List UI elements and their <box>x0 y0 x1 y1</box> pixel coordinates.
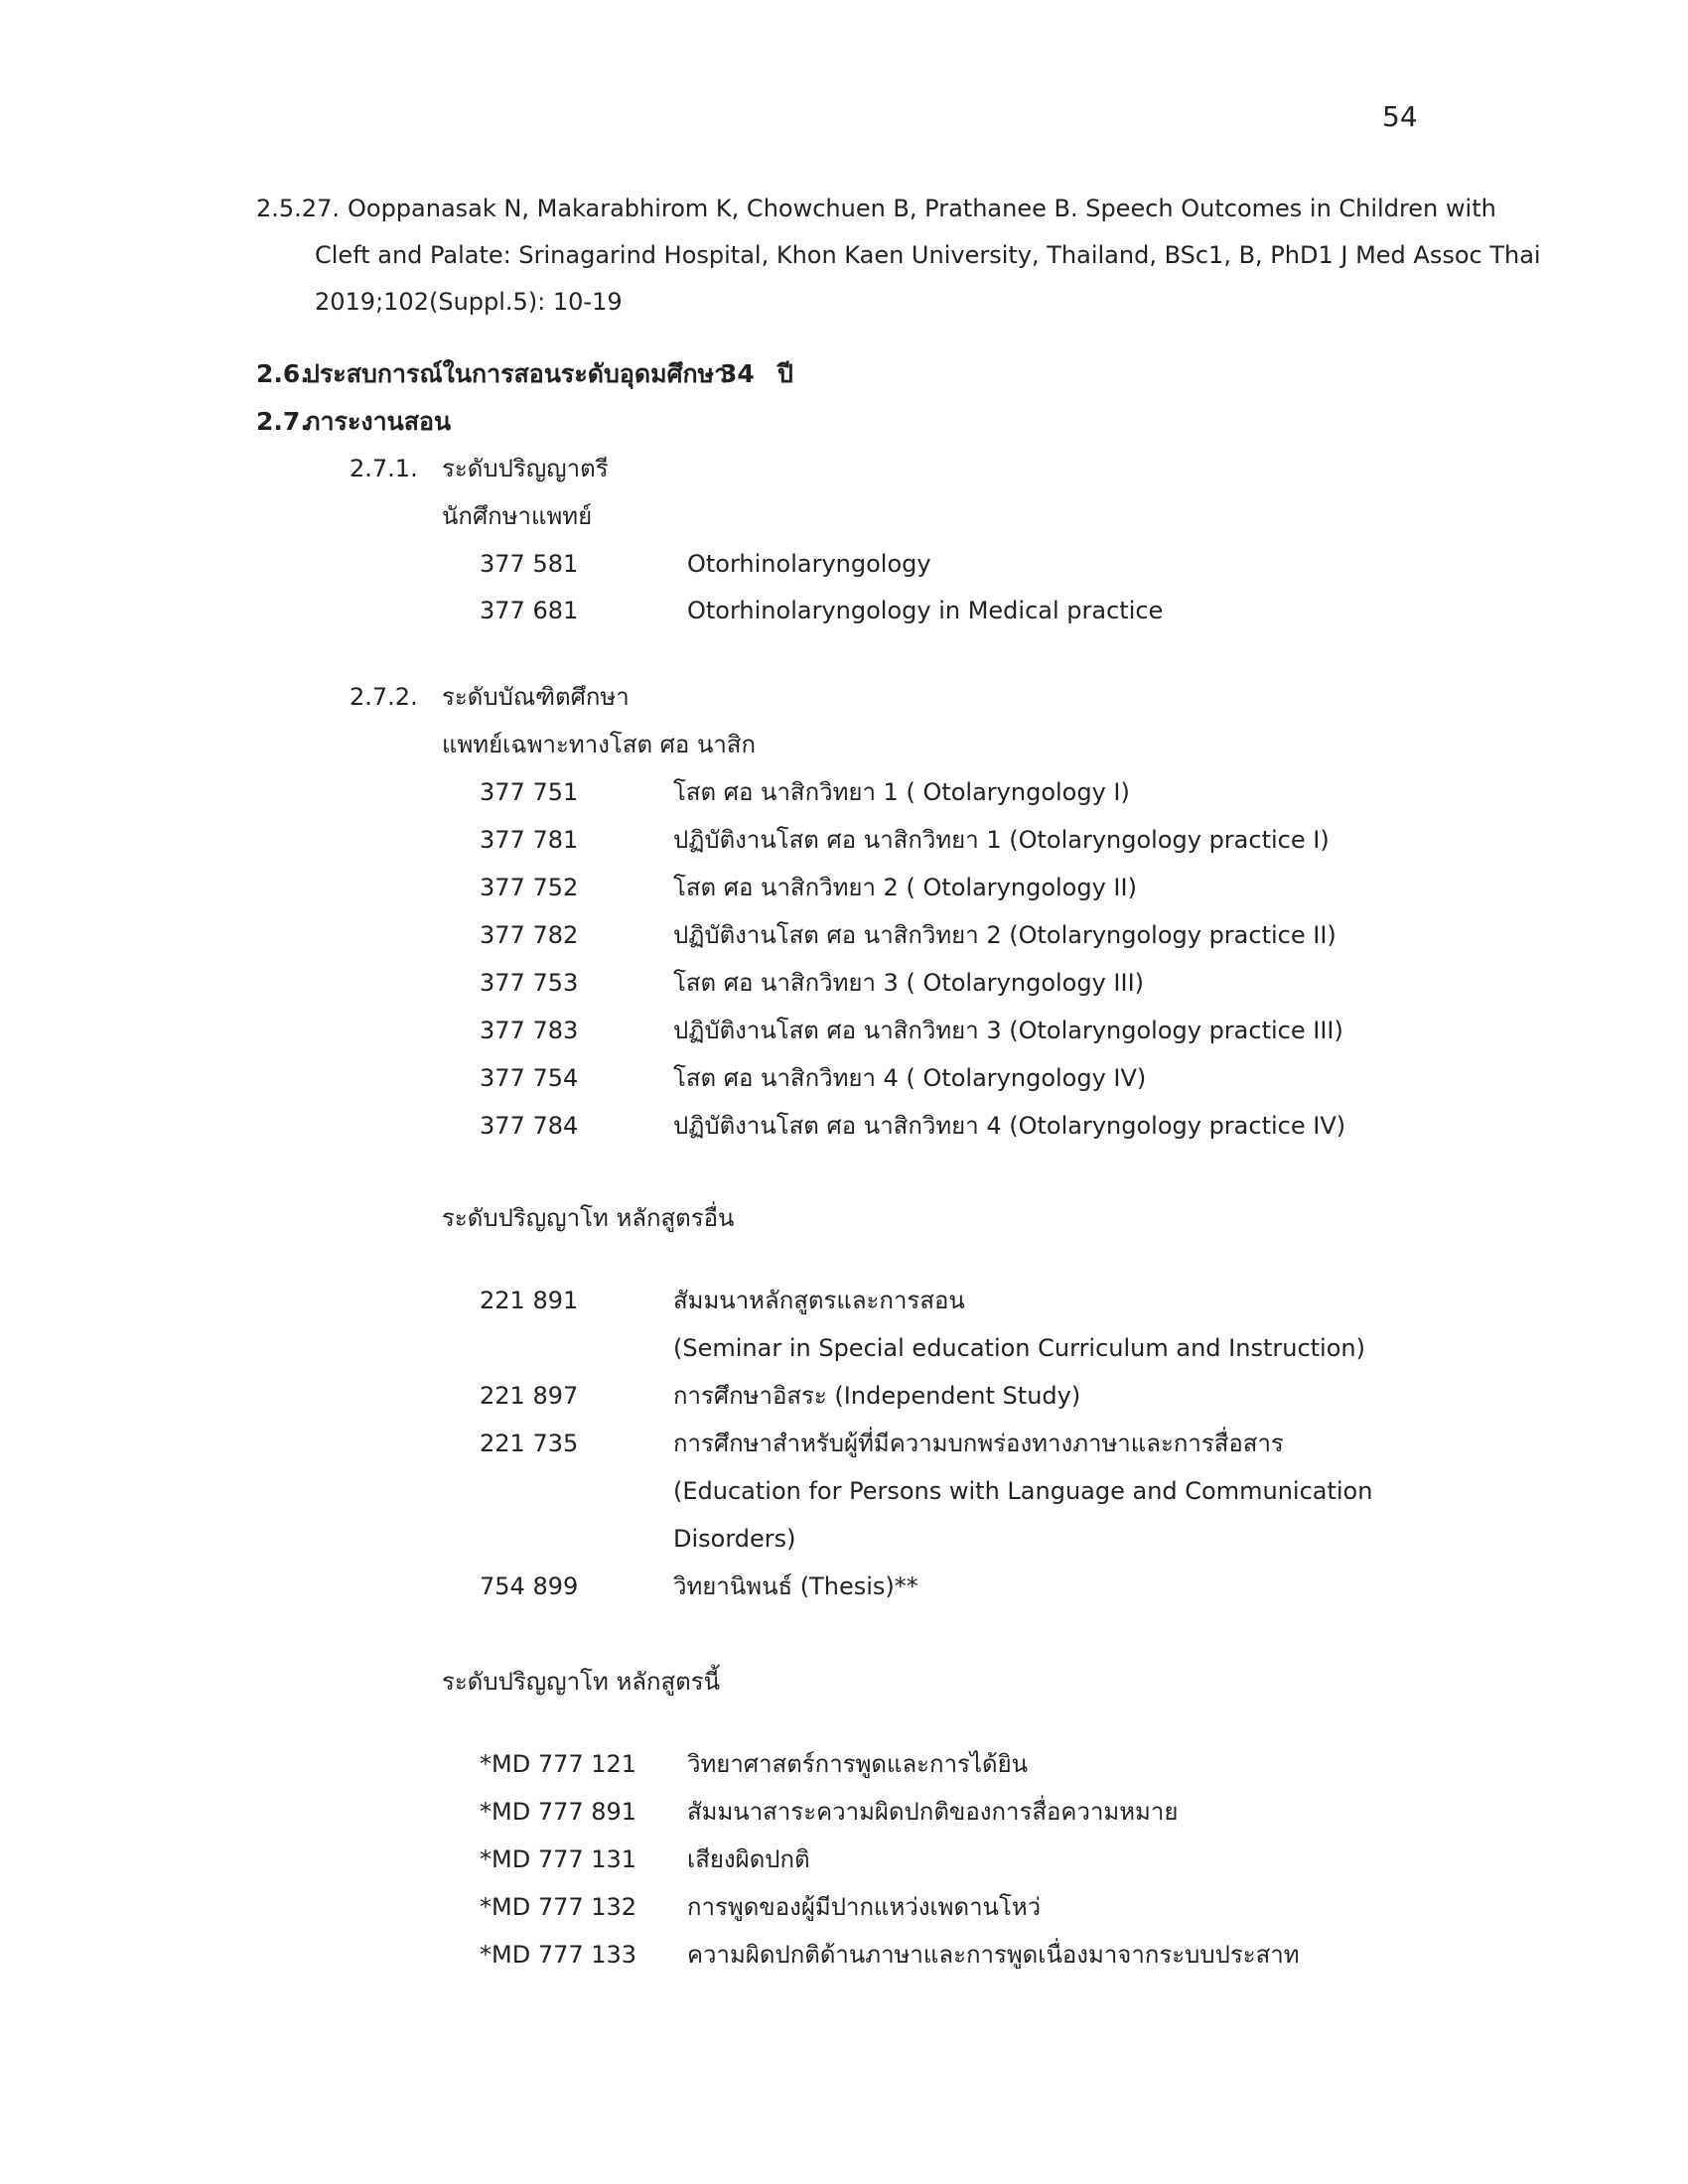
course-title: Otorhinolaryngology <box>687 550 931 578</box>
course-code: 754 899 <box>480 1572 579 1600</box>
course-title: Disorders) <box>673 1525 796 1553</box>
section-2-6-text: ประสบการณ์ในการสอนระดับอุดมศึกษา <box>304 359 729 388</box>
course-title: ปฏิบัติงานโสต ศอ นาสิกวิทยา 1 (Otolaryngology practice I) <box>673 826 1330 854</box>
reference-line-3: 2019;102(Suppl.5): 10-19 <box>315 288 623 316</box>
course-title: โสต ศอ นาสิกวิทยา 2 ( Otolaryngology II) <box>673 874 1137 901</box>
section-2-6-unit: ปี <box>777 359 793 388</box>
reference-number: 2.5.27. <box>256 195 340 222</box>
course-title: การพูดของผู้มีปากแหว่งเพดานโหว่ <box>687 1893 1042 1921</box>
masters-other-heading: ระดับปริญญาโท หลักสูตรอื่น <box>442 1204 735 1232</box>
course-title: สัมมนาหลักสูตรและการสอน <box>673 1287 965 1314</box>
course-title: (Seminar in Special education Curriculum and Instruction) <box>673 1334 1365 1362</box>
sub-2-7-1-group: นักศึกษาแพทย์ <box>442 502 593 530</box>
course-title: เสียงผิดปกติ <box>687 1845 810 1873</box>
course-code: 221 735 <box>480 1430 579 1457</box>
course-code: 377 751 <box>480 778 579 806</box>
course-title: ปฏิบัติงานโสต ศอ นาสิกวิทยา 4 (Otolaryngology practice IV) <box>673 1112 1346 1140</box>
course-code: 377 681 <box>480 597 579 624</box>
sub-2-7-2-group: แพทย์เฉพาะทางโสต ศอ นาสิก <box>442 731 757 758</box>
course-code: 377 784 <box>480 1112 579 1140</box>
course-title: โสต ศอ นาสิกวิทยา 3 ( Otolaryngology III) <box>673 969 1145 997</box>
section-2-6-years: 34 <box>720 359 755 388</box>
course-code: *MD 777 132 <box>480 1893 637 1921</box>
course-code: 377 782 <box>480 921 579 949</box>
course-title: การศึกษาสำหรับผู้ที่มีความบกพร่องทางภาษาและการสื่อสาร <box>673 1430 1284 1457</box>
course-title: (Education for Persons with Language and Communication <box>673 1477 1373 1505</box>
course-title: ปฏิบัติงานโสต ศอ นาสิกวิทยา 3 (Otolaryngology practice III) <box>673 1017 1343 1044</box>
course-code: 377 581 <box>480 550 579 578</box>
course-code: 377 752 <box>480 874 579 901</box>
masters-this-heading: ระดับปริญญาโท หลักสูตรนี้ <box>442 1668 721 1696</box>
sub-2-7-1-text: ระดับปริญญาตรี <box>442 455 609 482</box>
sub-2-7-2-number: 2.7.2. <box>350 683 418 711</box>
course-code: *MD 777 133 <box>480 1941 637 1969</box>
course-code: 377 753 <box>480 969 579 997</box>
course-code: *MD 777 891 <box>480 1798 637 1826</box>
course-code: *MD 777 121 <box>480 1750 637 1778</box>
course-title: สัมมนาสาระความผิดปกติของการสื่อความหมาย <box>687 1798 1179 1826</box>
course-title: การศึกษาอิสระ (Independent Study) <box>673 1382 1081 1410</box>
course-title: ปฏิบัติงานโสต ศอ นาสิกวิทยา 2 (Otolaryngology practice II) <box>673 921 1336 949</box>
course-code: *MD 777 131 <box>480 1845 637 1873</box>
section-2-6-number: 2.6. <box>256 359 310 388</box>
reference-line-2: Cleft and Palate: Srinagarind Hospital, Khon Kaen University, Thailand, BSc1, B, PhD1 J Med Assoc Thai <box>315 241 1541 269</box>
sub-2-7-1-number: 2.7.1. <box>350 455 418 482</box>
course-title: วิทยาศาสตร์การพูดและการได้ยิน <box>687 1750 1029 1778</box>
section-2-7-text: ภาระงานสอน <box>304 407 452 436</box>
page-number: 54 <box>1382 100 1418 133</box>
course-code: 221 891 <box>480 1287 579 1314</box>
course-code: 377 783 <box>480 1017 579 1044</box>
course-title: ความผิดปกติด้านภาษาและการพูดเนื่องมาจากระบบประสาท <box>687 1941 1300 1969</box>
course-code: 377 754 <box>480 1064 579 1092</box>
section-2-7-number: 2.7. <box>256 407 310 436</box>
course-title: Otorhinolaryngology in Medical practice <box>687 597 1164 624</box>
course-code: 221 897 <box>480 1382 579 1410</box>
sub-2-7-2-text: ระดับบัณฑิตศึกษา <box>442 683 630 711</box>
course-title: วิทยานิพนธ์ (Thesis)** <box>673 1572 918 1600</box>
course-code: 377 781 <box>480 826 579 854</box>
reference-line-1: Ooppanasak N, Makarabhirom K, Chowchuen B, Prathanee B. Speech Outcomes in Children with <box>348 195 1496 222</box>
course-title: โสต ศอ นาสิกวิทยา 4 ( Otolaryngology IV) <box>673 1064 1147 1092</box>
course-title: โสต ศอ นาสิกวิทยา 1 ( Otolaryngology I) <box>673 778 1130 806</box>
